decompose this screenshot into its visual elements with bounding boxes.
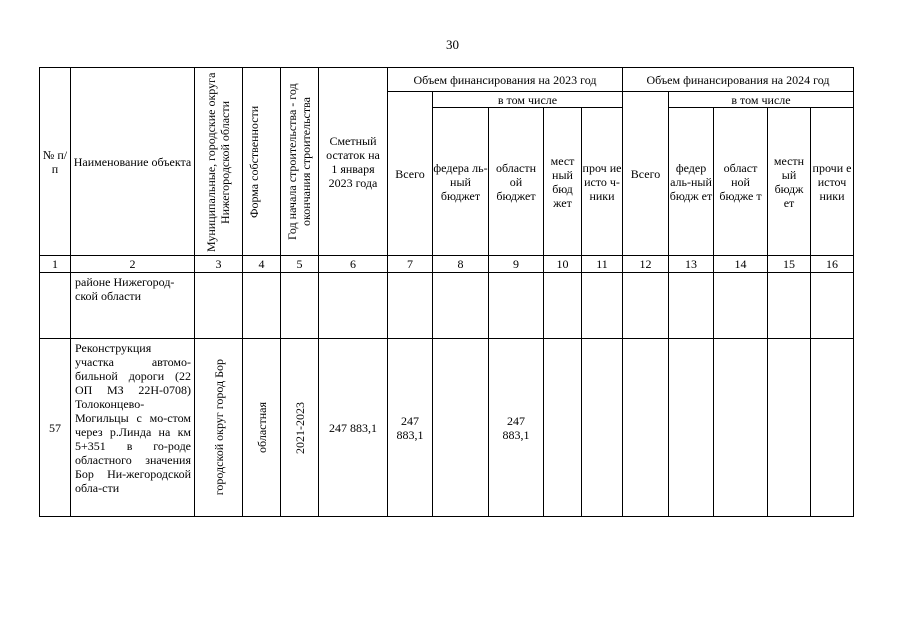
row-federal-2023 [433, 273, 489, 339]
header-municipality-text: Муниципальные, городские округа Нижегородской области [203, 71, 232, 252]
column-number: 6 [319, 256, 388, 273]
header-name: Наименование объекта [71, 68, 195, 256]
column-number: 5 [281, 256, 319, 273]
column-number: 1 [40, 256, 71, 273]
row-balance: 247 883,1 [319, 339, 388, 517]
header-num: № п/п [40, 68, 71, 256]
column-number: 16 [811, 256, 854, 273]
column-number-row [40, 256, 854, 273]
row-regional-2023: 247 883,1 [489, 339, 544, 517]
header-group-2024: Объем финансирования на 2024 год [623, 68, 854, 92]
header-municipality [195, 68, 243, 256]
row-num: 57 [40, 339, 71, 517]
row-municipality [195, 273, 243, 339]
column-number: 4 [243, 256, 281, 273]
header-2023-federal: федера ль-ный бюджет [433, 108, 489, 256]
column-number: 7 [388, 256, 433, 273]
header-2023-including: в том числе [433, 92, 623, 108]
header-2024-other: прочи е источ ники [811, 108, 854, 256]
row-years-text: 2021-2023 [292, 401, 307, 454]
column-number: 14 [714, 256, 768, 273]
row-ownership-text: областная [254, 402, 269, 453]
header-years-text: Год начала строительства - год окончания строительства [284, 83, 313, 240]
header-ownership [243, 68, 281, 256]
row-total-2023 [388, 273, 433, 339]
header-group-2023: Объем финансирования на 2023 год [388, 68, 623, 92]
column-number: 10 [544, 256, 582, 273]
row-regional-2024 [714, 273, 768, 339]
header-ownership-text: Форма собственности [246, 105, 261, 218]
header-2023-other: проч ие исто ч-ники [582, 108, 623, 256]
column-number: 12 [623, 256, 669, 273]
row-federal-2023 [433, 339, 489, 517]
table-row [40, 339, 854, 517]
row-other-2023 [582, 339, 623, 517]
header-2024-including: в том числе [669, 92, 854, 108]
column-number: 15 [768, 256, 811, 273]
row-total-2024 [623, 273, 669, 339]
column-number: 13 [669, 256, 714, 273]
table-row [40, 273, 854, 339]
row-regional-2024 [714, 339, 768, 517]
header-2023-regional: областн ой бюджет [489, 108, 544, 256]
column-number: 8 [433, 256, 489, 273]
row-regional-2023 [489, 273, 544, 339]
row-federal-2024 [669, 273, 714, 339]
row-local-2024 [768, 339, 811, 517]
row-years [281, 339, 319, 517]
row-ownership [243, 339, 281, 517]
header-2024-regional: област ной бюдже т [714, 108, 768, 256]
financing-table [39, 67, 854, 517]
header-years [281, 68, 319, 256]
row-total-2023: 247 883,1 [388, 339, 433, 517]
row-balance [319, 273, 388, 339]
row-name: районе Нижегород-ской области [71, 273, 195, 339]
header-2024-federal: федер аль-ный бюдж ет [669, 108, 714, 256]
row-local-2023 [544, 339, 582, 517]
row-municipality [195, 339, 243, 517]
column-number: 9 [489, 256, 544, 273]
row-num [40, 273, 71, 339]
row-other-2024 [811, 273, 854, 339]
row-other-2023 [582, 273, 623, 339]
page-number: 30 [446, 37, 459, 52]
row-federal-2024 [669, 339, 714, 517]
column-number: 2 [71, 256, 195, 273]
header-2024-local: местн ый бюдж ет [768, 108, 811, 256]
header-2024-total: Всего [623, 92, 669, 256]
row-ownership [243, 273, 281, 339]
header-2023-total: Всего [388, 92, 433, 256]
row-years [281, 273, 319, 339]
header-2023-local: мест ный бюд жет [544, 108, 582, 256]
row-total-2024 [623, 339, 669, 517]
row-municipality-text: городской округ город Бор [211, 359, 226, 496]
column-number: 3 [195, 256, 243, 273]
row-other-2024 [811, 339, 854, 517]
row-local-2024 [768, 273, 811, 339]
row-name: Реконструкция участка автомо-бильной дороги (22 ОП МЗ 22Н-0708) Толоконцево-Могильцы с мо-стом через р.Линда на км 5+351 в го-роде областного значения Бор Ни-жегородской обла-сти [71, 339, 195, 517]
column-number: 11 [582, 256, 623, 273]
row-local-2023 [544, 273, 582, 339]
header-balance: Сметный остаток на 1 января 2023 года [319, 68, 388, 256]
